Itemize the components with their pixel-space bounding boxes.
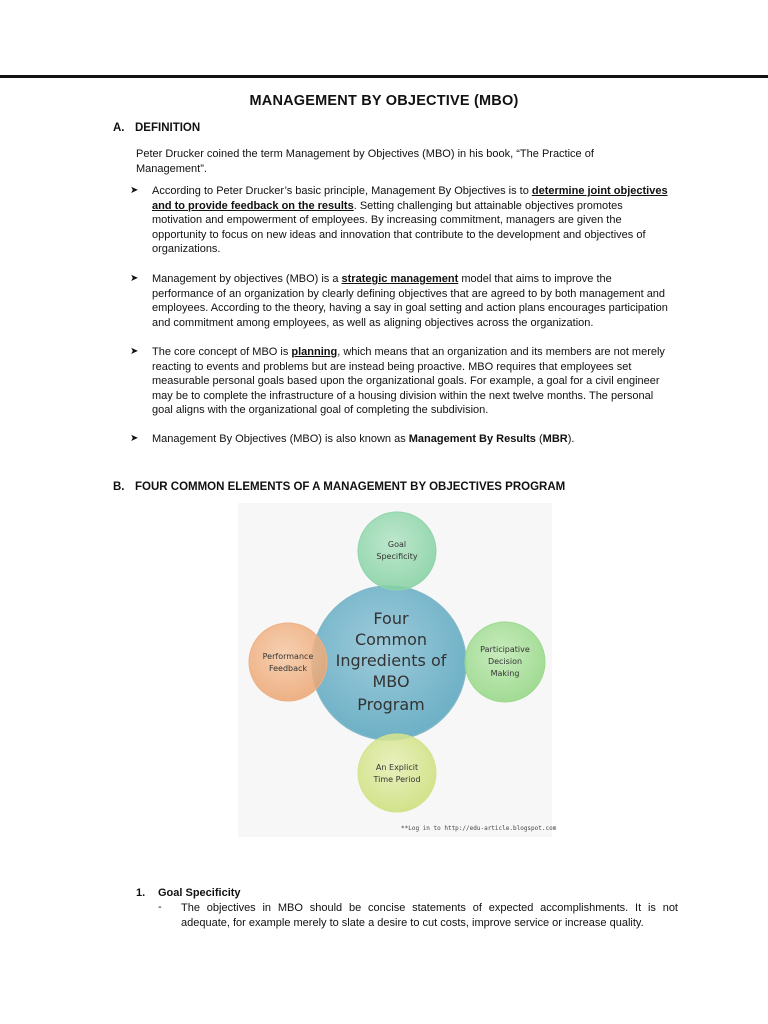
right-label-line-2: Decision [487,657,523,666]
arrow-bullet-icon: ➤ [130,273,139,284]
center-label-line-2: Common [354,630,428,649]
arrow-bullet-icon: ➤ [130,185,139,196]
left-label-line-1: Performance [262,652,314,661]
top-circle [358,512,436,590]
arrow-bullet-icon: ➤ [130,433,139,444]
item-1-title: Goal Specificity [158,887,241,899]
bullet-4-mid: ( [535,433,543,445]
section-b-letter: B. [113,481,125,493]
bullet-1-post: . Setting challenging but attainable objectives promotes motivation and empowerment of employees. By increasing commitment, managers are given the opportunity to focus on new ideas and innovation that contribute to the development and objectives of organizations. [152,199,646,256]
center-label-line-5: Program [357,695,425,714]
page-title: MANAGEMENT BY OBJECTIVE (MBO) [249,93,519,109]
bullet-4-bold-2: MBR [542,433,568,445]
bullet-4-post: ). [567,433,575,445]
image-credit: **Log in to http://edu-article.blogspot.com [401,825,557,832]
bullet-3-pre: The core concept of MBO is [152,346,292,358]
bullet-3-emphasis: planning [291,346,338,358]
bullet-4-pre: Management By Objectives (MBO) is also known as [152,433,409,445]
bullet-2-emphasis: strategic management [341,273,459,285]
right-label-line-1: Participative [480,645,530,654]
definition-intro: Peter Drucker coined the term Management by Objectives (MBO) in his book, “The Practice of Management”. [136,148,594,175]
section-a-letter: A. [113,122,125,134]
section-a-heading [113,122,200,134]
bullet-3-post: , which means that an organization and its members are not merely reacting to events and problems but are instead being proactive. MBO requires that employees set measurable personal goals based upon the organizational goals. For example, a goal for a civil engineer may be to complete the infrastructure of a housing division within the next twelve months. The personal goal aligns with the organizational goal of completing the subdivision. [152,346,665,417]
bullet-4-bold-1: Management By Results [408,433,536,445]
bullet-1-emphasis: determine joint objectives and to provide feedback on the results [152,185,668,212]
bullet-1-pre: According to Peter Drucker’s basic principle, Management By Objectives is to [152,185,532,197]
bullet-2-post: model that aims to improve the performance of an organization by clearly defining objectives that are agreed to by both management and employees. According to the theory, having a say in goal setting and action plans encourages participation and commitment among employees, as well as aligning objectives across the organization. [152,273,668,329]
top-label-line-1: Goal [387,540,407,549]
item-1-dash: - [158,901,162,913]
section-a-title: DEFINITION [135,122,201,134]
center-label-line-1: Four [373,609,409,628]
bottom-circle [358,734,436,812]
arrow-bullet-icon: ➤ [130,346,139,357]
bottom-label-line-1: An Explicit [375,763,419,772]
center-label-line-4: MBO [372,672,410,691]
mbo-diagram-svg [238,503,552,837]
bullet-1 [130,184,672,257]
left-label-line-2: Feedback [268,664,308,673]
top-rule [0,75,768,78]
item-1-number: 1. [136,887,146,899]
item-1-text: The objectives in MBO should be concise statements of expected accomplishments. It is not adequate, for example merely to slate a desire to cut costs, improve service or increase quality. [181,902,678,929]
center-label-line-3: Ingredients of [335,651,447,670]
bottom-label-line-2: Time Period [373,775,421,784]
left-circle [249,623,327,701]
right-label-line-3: Making [490,669,520,678]
section-b-heading [113,481,565,493]
bullet-2 [130,272,672,330]
bullet-4 [130,432,672,447]
mbo-ingredients-diagram [238,503,552,837]
bullet-3 [130,345,672,418]
bullet-2-pre: Management by objectives (MBO) is a [152,273,342,285]
top-label-line-2: Specificity [376,552,418,561]
section-b-title: FOUR COMMON ELEMENTS OF A MANAGEMENT BY OBJECTIVES PROGRAM [135,481,566,493]
